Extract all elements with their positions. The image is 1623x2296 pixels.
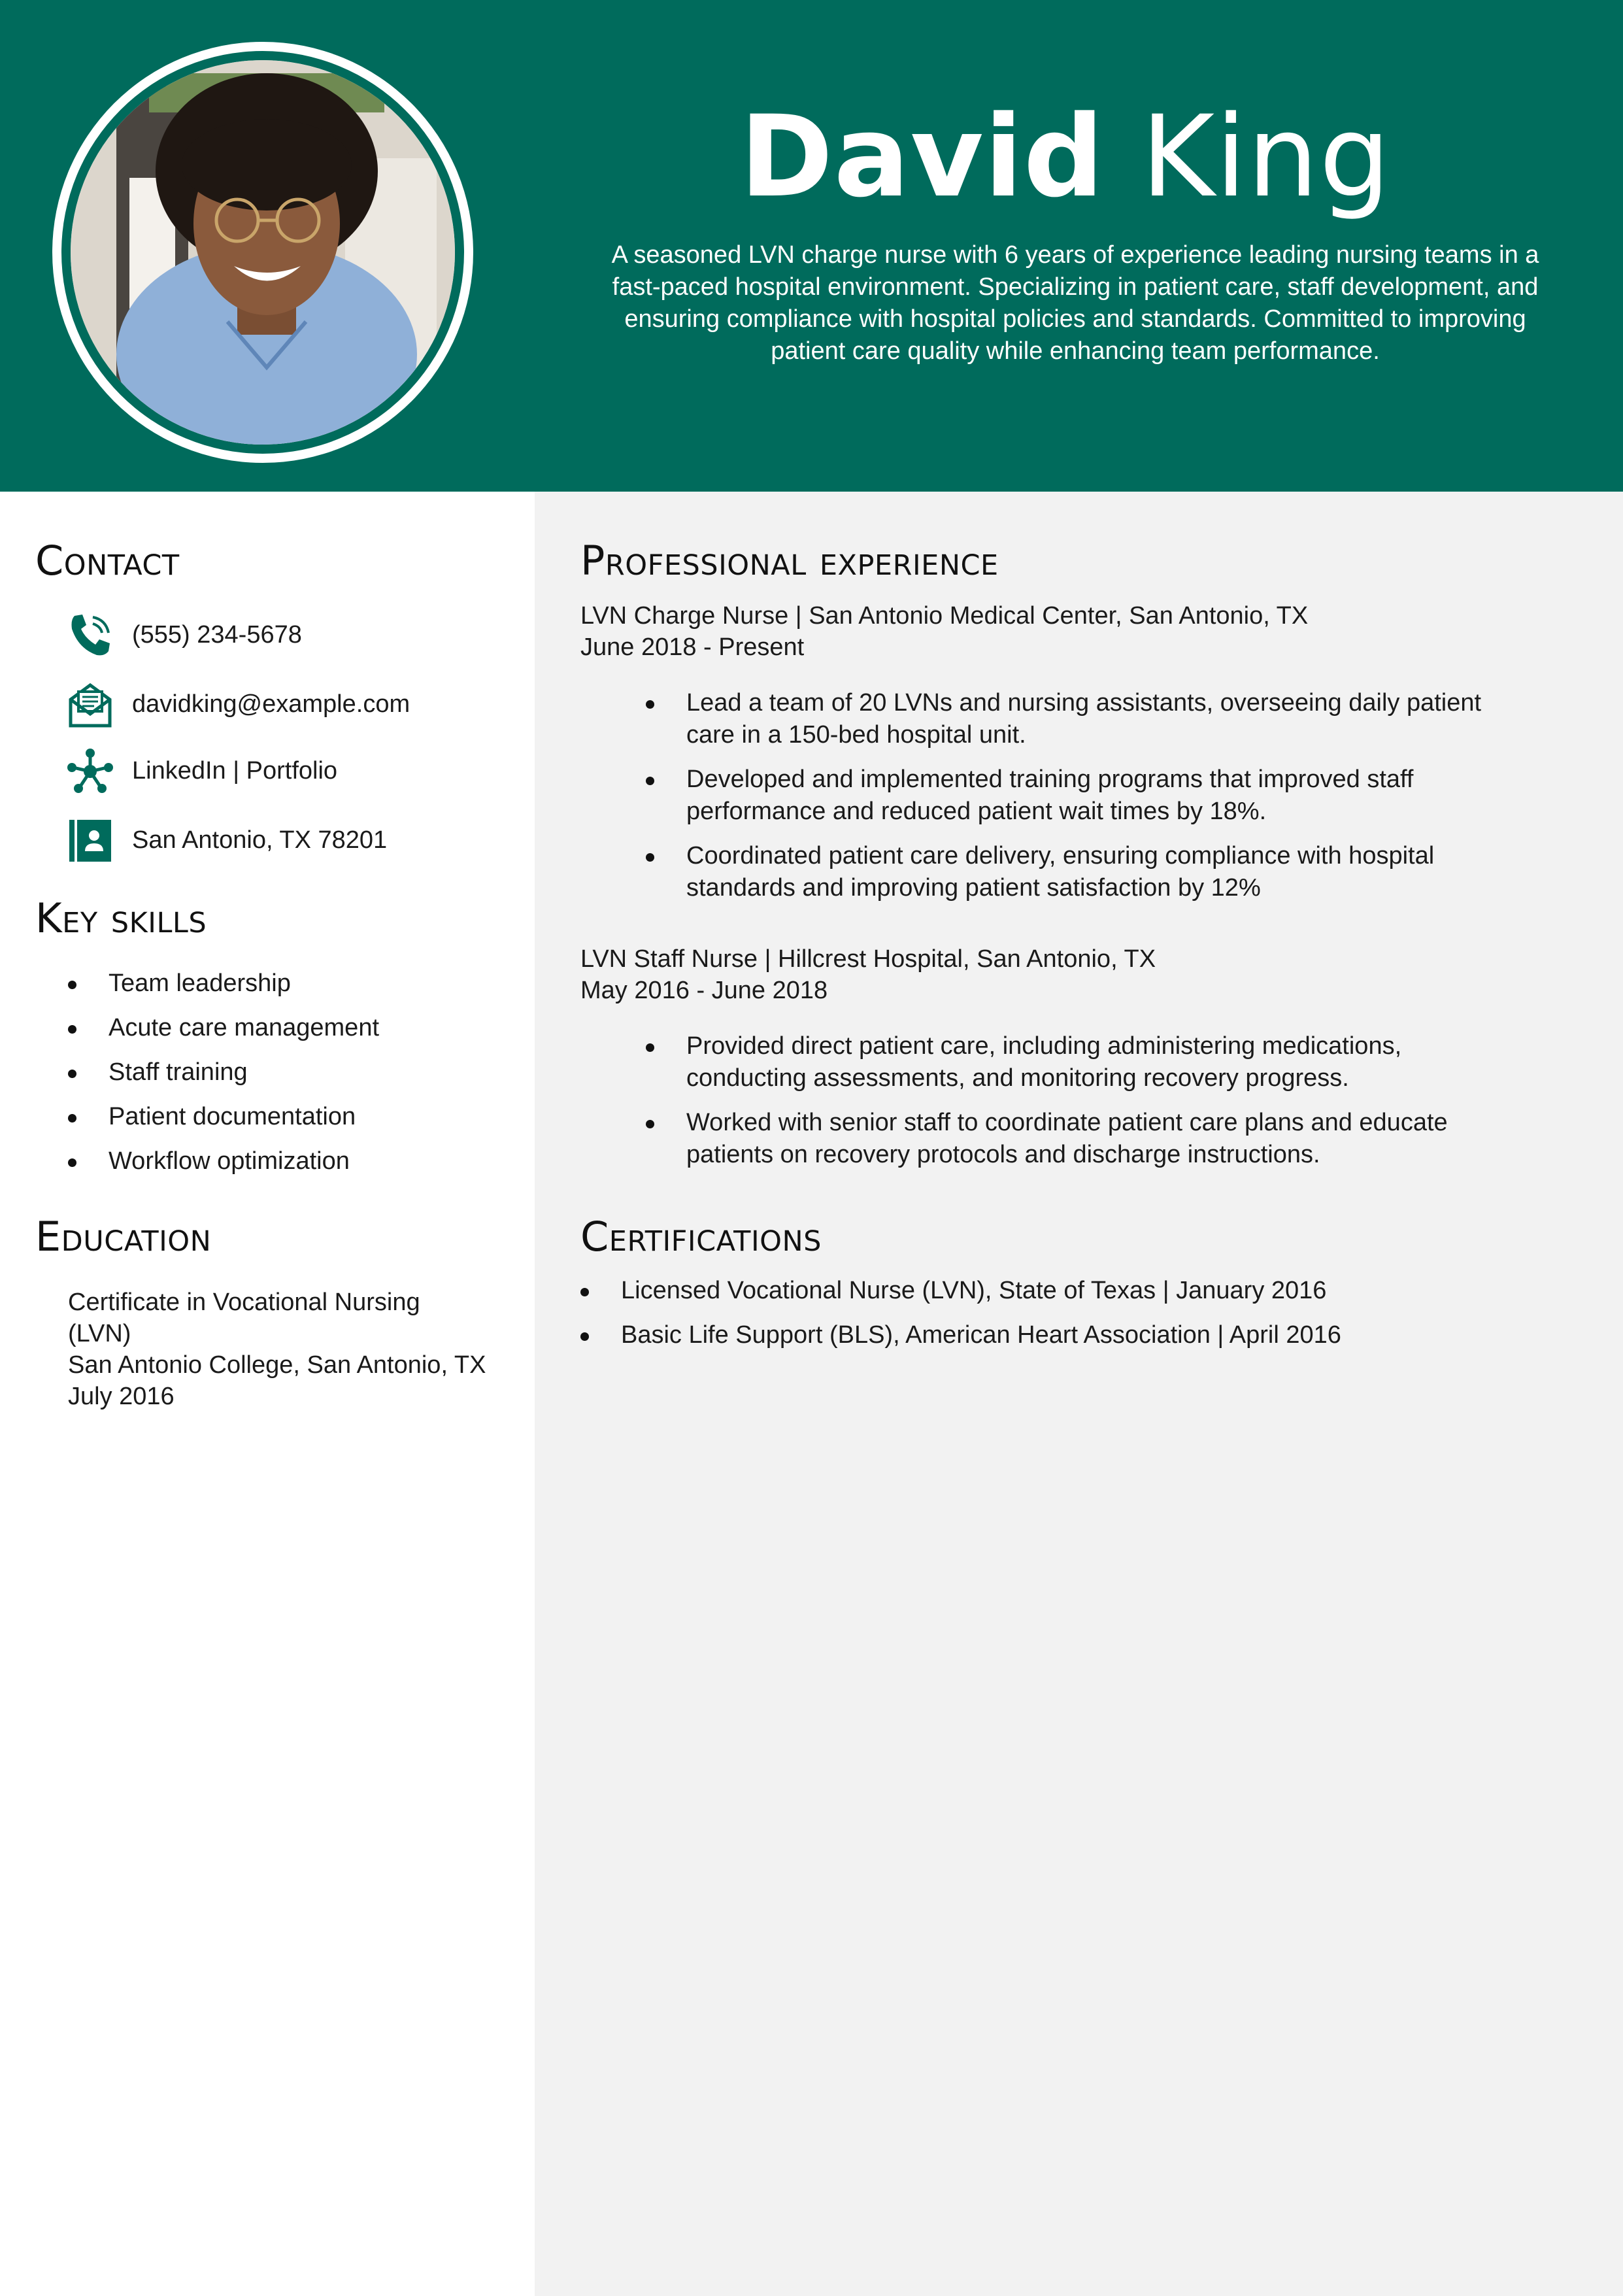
education-block [68,1287,486,1412]
contact-email [65,680,523,732]
bullet-dot [580,1332,589,1341]
job-header [580,600,1308,663]
bullet-dot [68,1025,76,1034]
bullet-dot [646,700,654,709]
job-bullet: Developed and implemented training programs that improved staff performance and reduced patient wait times by 18%. [643,764,1481,828]
summary-text: A seasoned LVN charge nurse with 6 years of experience leading nursing teams in a fast-paced hospital environment. Specializing in patient care, staff development, and ensuring compliance with hospital policies and standards. Committed to improving patient care quality while enhancing team performance. [611,241,1539,365]
bullet-dot [68,1070,76,1078]
bullet-dot [68,1114,76,1123]
education-degree-abbr: (LVN) [68,1320,131,1347]
experience-heading: Professional experience [580,537,999,584]
contact-links [65,747,523,799]
job-bullet: Coordinated patient care delivery, ensuring compliance with hospital standards and improving patient satisfaction by 12% [643,840,1481,904]
certification-item: Licensed Vocational Nurse (LVN), State of Texas | January 2016 [578,1275,1341,1319]
bullet-dot [646,777,654,785]
education-school: San Antonio College, San Antonio, TX [68,1351,486,1379]
job-title: LVN Staff Nurse | Hillcrest Hospital, San Antonio, TX [580,945,1156,973]
skills-heading: Key skills [35,894,207,942]
job-title: LVN Charge Nurse | San Antonio Medical Center, San Antonio, TX [580,602,1309,630]
certifications-list [578,1275,1341,1364]
profile-photo [71,60,455,445]
skill-item: Staff training [65,1056,379,1101]
job-header [580,943,1156,1006]
job-bullet: Lead a team of 20 LVNs and nursing assistants, overseeing daily patient care in a 150-bed hospital unit. [643,687,1481,751]
contact-phone [65,611,523,663]
education-date: July 2016 [68,1383,175,1410]
job-bullets [643,687,1481,917]
skill-item: Team leadership [65,968,379,1012]
skill-item: Acute care management [65,1012,379,1056]
first-name: David [739,91,1105,222]
bullet-dot [580,1288,589,1296]
skills-list [65,968,379,1190]
skill-item: Patient documentation [65,1101,379,1145]
phone-icon [65,611,115,660]
phone-text[interactable]: (555) 234-5678 [132,621,302,649]
bullet-dot [68,1158,76,1167]
links-text[interactable]: LinkedIn | Portfolio [132,757,338,785]
job-bullet: Worked with senior staff to coordinate patient care plans and educate patients on recovery protocols and discharge instructions. [643,1107,1448,1171]
address-text: San Antonio, TX 78201 [132,826,388,854]
address-book-icon [65,816,115,866]
contact-heading: Contact [35,537,180,584]
bullet-dot [68,981,76,989]
certifications-heading: Certifications [580,1213,822,1260]
network-icon [65,747,115,796]
bullet-dot [646,1043,654,1052]
job-dates: May 2016 - June 2018 [580,977,828,1004]
education-heading: Education [35,1213,212,1260]
certification-item: Basic Life Support (BLS), American Heart Association | April 2016 [578,1319,1341,1364]
contact-address [65,816,523,868]
candidate-name [562,92,1569,222]
bullet-dot [646,853,654,862]
bullet-dot [646,1120,654,1128]
email-text[interactable]: davidking@example.com [132,690,410,718]
education-degree: Certificate in Vocational Nursing [68,1289,420,1316]
job-bullet: Provided direct patient care, including administering medications, conducting assessments, and monitoring recovery progress. [643,1030,1448,1094]
last-name: King [1141,91,1392,222]
skill-item: Workflow optimization [65,1145,379,1190]
job-bullets [643,1030,1448,1183]
job-dates: June 2018 - Present [580,633,805,661]
mail-icon [65,680,115,730]
